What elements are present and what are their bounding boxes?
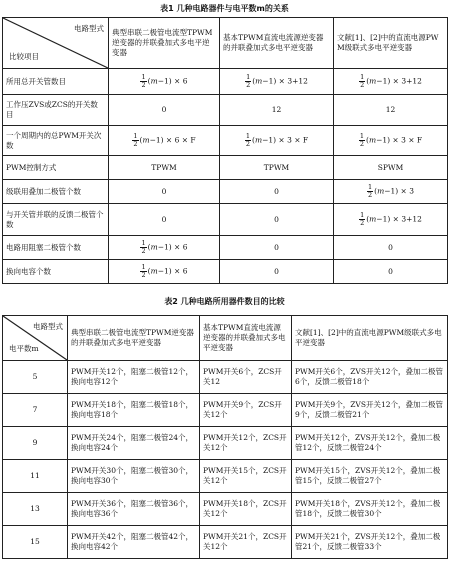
table2-cell: PWM开关42个，阻塞二极管42个，换向电容42个 — [68, 526, 200, 559]
table2-level-cell: 13 — [3, 493, 68, 526]
table2-row — [3, 493, 448, 526]
fraction-numerator: 1 — [360, 211, 365, 219]
table2-level-cell: 11 — [3, 460, 68, 493]
fraction-numerator: 1 — [360, 73, 365, 81]
table1-column-header: 基本TPWM直流电流源逆变器的并联叠加式多电平逆变器 — [220, 18, 334, 69]
table1-cell: 0 — [109, 180, 220, 204]
table2-cell: PWM开关21个，ZCS开关12个 — [200, 526, 292, 559]
formula-open: ( — [366, 76, 370, 86]
fraction — [132, 133, 138, 148]
table1-cell: 0 — [109, 204, 220, 236]
fraction-denominator: 2 — [141, 81, 146, 89]
table2-level-cell: 5 — [3, 361, 68, 394]
fraction — [140, 74, 146, 89]
table2-cell: PWM开关12个，ZVS开关12个，叠加二极管12个，反馈二极管24个 — [292, 427, 448, 460]
table2-cell: PWM开关6个，ZVS开关12个，叠加二极管6个，反馈二极管18个 — [292, 361, 448, 394]
formula-open: ( — [366, 214, 370, 224]
table1-cell: 0 — [220, 180, 334, 204]
table1-cell: 0 — [220, 260, 334, 284]
table1-row — [3, 180, 448, 204]
table2-cell: PWM开关21个，ZVS开关12个，叠加二极管21个，反馈二极管33个 — [292, 526, 448, 559]
formula-rest: −1) × 6 × F — [149, 135, 196, 145]
formula-rest: −1) × 6 — [157, 76, 188, 86]
fraction-numerator: 1 — [141, 239, 146, 247]
table1-caption: 表1 几种电路器件与电平数m的关系 — [160, 4, 289, 13]
table2-cell: PWM开关15个，ZVS开关12个，叠加二极管15个，反馈二极管27个 — [292, 460, 448, 493]
table2-cell: PWM开关9个，ZVS开关12个，叠加二极管9个，反馈二极管21个 — [292, 394, 448, 427]
table1-row — [3, 95, 448, 126]
table1-cell: 12 — [220, 95, 334, 126]
fraction-denominator: 2 — [141, 247, 146, 255]
fraction-denominator: 2 — [360, 81, 365, 89]
table2-cell: PWM开关18个，ZCS开关12个 — [200, 493, 292, 526]
fraction-denominator: 2 — [245, 140, 250, 148]
formula-open: ( — [252, 135, 255, 145]
table1-cell: 0 — [220, 204, 334, 236]
table1-row — [3, 204, 448, 236]
formula-variable: m — [377, 186, 385, 196]
table1-row-label: 级联用叠加二极管个数 — [3, 180, 109, 204]
table2-row — [3, 394, 448, 427]
table1-cell: TPWM — [220, 156, 334, 180]
formula-variable: m — [368, 135, 377, 145]
table2-level-cell: 15 — [3, 526, 68, 559]
table2 — [2, 315, 448, 559]
fraction — [359, 74, 365, 89]
formula-open: ( — [139, 135, 143, 145]
table2-cell: PWM开关18个，阻塞二极管18个，换向电容18个 — [68, 394, 200, 427]
table2-cell: PWM开关24个，阻塞二极管24个，换向电容24个 — [68, 427, 200, 460]
table1-cell — [334, 126, 448, 156]
table2-row — [3, 427, 448, 460]
table1-cell — [220, 69, 334, 95]
formula-rest: −1) × 3 × F — [376, 135, 423, 145]
table2-caption: 表2 几种电路所用器件数目的比较 — [164, 297, 285, 306]
table1-column-header: 典型串联二极管电流型TPWM逆变器的并联叠加式多电平逆变器 — [109, 18, 220, 69]
table2-header-row — [3, 316, 448, 361]
table1-cell — [334, 69, 448, 95]
table1-row-label: 换向电容个数 — [3, 260, 109, 284]
fraction-numerator: 1 — [245, 132, 250, 140]
table1-cell — [220, 126, 334, 156]
table2-column-header: 基本TPWM直流电流源逆变器的并联叠加式多电平逆变器 — [200, 316, 292, 361]
table1-corner-cell — [3, 18, 109, 69]
table1-cell: 0 — [334, 236, 448, 260]
table1-column-header: 文献[1]、[2]中的直流电源PWM级联式多电平逆变器 — [334, 18, 448, 69]
formula-open: ( — [374, 186, 378, 196]
table1-cell — [109, 260, 220, 284]
formula-rest: −1) × 3+12 — [262, 76, 308, 86]
table2-cell: PWM开关12个，阻塞二极管12个，换向电容12个 — [68, 361, 200, 394]
table2-cell: PWM开关30个，阻塞二极管30个，换向电容30个 — [68, 460, 200, 493]
table1-cell — [109, 126, 220, 156]
table1-row-label: 电路用阻塞二极管个数 — [3, 236, 109, 260]
table1-row — [3, 236, 448, 260]
formula-variable: m — [150, 242, 158, 252]
table2-header-bottom: 电平数m — [9, 344, 39, 353]
table1-cell: 12 — [334, 95, 448, 126]
fraction-numerator: 1 — [359, 132, 364, 140]
formula-open: ( — [366, 135, 369, 145]
table1-cell — [109, 69, 220, 95]
formula-open: ( — [147, 76, 151, 86]
table2-cell: PWM开关9个，ZCS开关12个 — [200, 394, 292, 427]
fraction-numerator: 1 — [367, 183, 373, 191]
table1-cell: TPWM — [109, 156, 220, 180]
table2-cell: PWM开关15个，ZCS开关12个 — [200, 460, 292, 493]
fraction — [245, 74, 251, 89]
table2-level-cell: 7 — [3, 394, 68, 427]
table1-row-label: 与开关管并联的反馈二极管个数 — [3, 204, 109, 236]
fraction-denominator: 2 — [360, 219, 365, 227]
table2-level-cell: 9 — [3, 427, 68, 460]
fraction-numerator: 1 — [141, 263, 146, 271]
fraction-numerator: 1 — [133, 132, 138, 140]
table2-column-header: 典型串联二极管电流型TPWM逆变器的并联叠加式多电平逆变器 — [68, 316, 200, 361]
table1-row — [3, 260, 448, 284]
table2-column-header: 文献[1]、[2]中的直流电源PWM级联式多电平逆变器 — [292, 316, 448, 361]
table2-row — [3, 361, 448, 394]
formula-rest: −1) × 6 — [157, 242, 188, 252]
formula-open: ( — [252, 76, 256, 86]
table1-cell: 0 — [109, 95, 220, 126]
fraction — [140, 240, 146, 255]
table2-row — [3, 526, 448, 559]
table1 — [2, 17, 448, 284]
formula-variable: m — [150, 266, 158, 276]
table1-row — [3, 126, 448, 156]
table2-row — [3, 460, 448, 493]
formula-rest: −1) × 3+12 — [376, 76, 422, 86]
table1-row — [3, 69, 448, 95]
table1-cell — [109, 236, 220, 260]
fraction-denominator: 2 — [141, 271, 146, 279]
fraction — [367, 184, 373, 199]
fraction — [140, 264, 146, 279]
table1-cell: 0 — [220, 236, 334, 260]
formula-open: ( — [147, 242, 151, 252]
fraction-denominator: 2 — [246, 81, 251, 89]
table2-cell: PWM开关12个，ZCS开关12个 — [200, 427, 292, 460]
formula-open: ( — [147, 266, 151, 276]
formula-variable: m — [369, 214, 377, 224]
fraction-numerator: 1 — [246, 73, 251, 81]
formula-variable: m — [150, 76, 158, 86]
table2-cell: PWM开关18个，ZVS开关12个，叠加二极管18个，反馈二极管30个 — [292, 493, 448, 526]
table1-row-label: 工作压ZVS或ZCS的开关数目 — [3, 95, 109, 126]
fraction-denominator: 2 — [133, 140, 138, 148]
table1-row-label: 一个周期内的总PWM开关次数 — [3, 126, 109, 156]
formula-variable: m — [142, 135, 150, 145]
formula-rest: −1) × 3 — [384, 186, 414, 196]
formula-variable: m — [255, 76, 263, 86]
formula-rest: −1) × 3+12 — [376, 214, 422, 224]
fraction — [359, 133, 365, 148]
table2-corner-cell — [3, 316, 68, 361]
formula-variable: m — [254, 135, 263, 145]
formula-rest: −1) × 3 × F — [262, 135, 309, 145]
table2-header-top: 电路型式 — [33, 322, 63, 331]
fraction-denominator: 2 — [367, 191, 373, 199]
table2-cell: PWM开关6个，ZCS开关12 — [200, 361, 292, 394]
table1-header-row — [3, 18, 448, 69]
fraction-numerator: 1 — [141, 73, 146, 81]
fraction-denominator: 2 — [359, 140, 364, 148]
table1-cell: 0 — [334, 260, 448, 284]
formula-variable: m — [369, 76, 377, 86]
table1-row — [3, 156, 448, 180]
fraction — [245, 133, 251, 148]
table1-row-label: PWM控制方式 — [3, 156, 109, 180]
formula-rest: −1) × 6 — [157, 266, 188, 276]
table1-cell: SPWM — [334, 156, 448, 180]
table1-cell — [334, 180, 448, 204]
table1-row-label: 所用总开关管数目 — [3, 69, 109, 95]
table1-header-bottom: 比较项目 — [9, 52, 39, 61]
table1-cell — [334, 204, 448, 236]
table1-header-top: 电路型式 — [74, 24, 104, 33]
table2-cell: PWM开关36个，阻塞二极管36个，换向电容36个 — [68, 493, 200, 526]
fraction — [359, 212, 365, 227]
